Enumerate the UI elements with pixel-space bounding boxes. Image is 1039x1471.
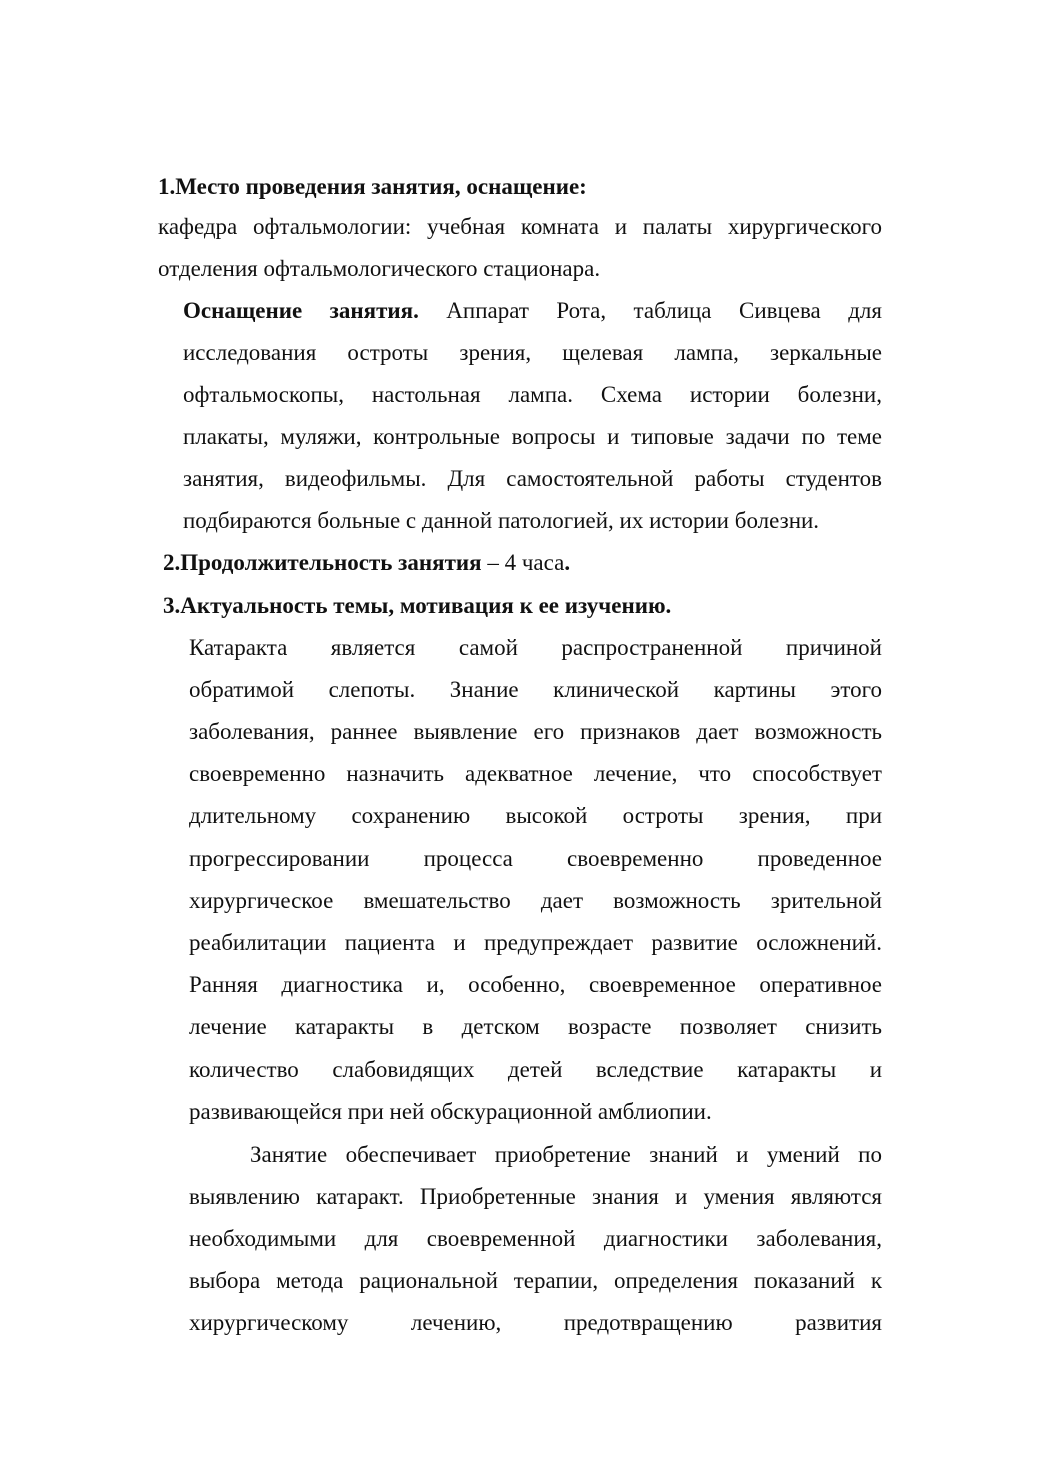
duration-period: . — [564, 550, 571, 575]
section-2-heading: 2.Продолжительность занятия — [163, 550, 482, 575]
relevance-line-3: заболевания, раннее выявление его признаков дает возможность — [189, 719, 882, 744]
relevance-line-1: Катаракта является самой распространенной причиной — [189, 635, 882, 660]
lesson-line-2: выявлению катаракт. Приобретенные знания и умения являются — [189, 1184, 882, 1209]
relevance-line-10: лечение катаракты в детском возрасте позволяет снизить — [189, 1014, 882, 1039]
equipment-line-1 — [183, 296, 882, 326]
lesson-line-1: Занятие обеспечивает приобретение знаний и умений по — [250, 1142, 882, 1167]
relevance-line-11: количество слабовидящих детей вследствие катаракты и — [189, 1057, 882, 1082]
relevance-line-2: обратимой слепоты. Знание клинической картины этого — [189, 677, 882, 702]
section-3-heading: 3.Актуальность темы, мотивация к ее изучению. — [163, 593, 672, 618]
section-2-heading-line — [163, 548, 570, 578]
equipment-line-6: подбираются больные с данной патологией, их истории болезни. — [183, 508, 820, 533]
relevance-line-4: своевременно назначить адекватное лечение, что способствует — [189, 761, 882, 786]
relevance-line-9: Ранняя диагностика и, особенно, своевременное оперативное — [189, 972, 882, 997]
equipment-line-2: исследования остроты зрения, щелевая лампа, зеркальные — [183, 340, 882, 365]
relevance-line-8: реабилитации пациента и предупреждает развитие осложнений. — [189, 930, 882, 955]
place-line-1: кафедра офтальмологии: учебная комната и палаты хирургического — [158, 214, 882, 239]
lesson-line-4: выбора метода рациональной терапии, определения показаний к — [189, 1268, 882, 1293]
equipment-line-4: плакаты, муляжи, контрольные вопросы и типовые задачи по теме — [183, 424, 882, 449]
relevance-line-6: прогрессировании процесса своевременно проведенное — [189, 846, 882, 871]
place-line-2: отделения офтальмологического стационара. — [158, 256, 601, 281]
equipment-label: Оснащение занятия. — [183, 298, 419, 323]
equipment-line-5: занятия, видеофильмы. Для самостоятельной работы студентов — [183, 466, 882, 491]
equipment-first-rest: Аппарат Рота, таблица Сивцева для — [418, 298, 882, 323]
section-1-heading: 1.Место проведения занятия, оснащение: — [158, 174, 587, 199]
lesson-line-3: необходимыми для своевременной диагностики заболевания, — [189, 1226, 882, 1251]
relevance-line-7: хирургическое вмешательство дает возможность зрительной — [189, 888, 882, 913]
lesson-line-5: хирургическому лечению, предотвращению развития — [189, 1310, 882, 1335]
duration-value: – 4 часа — [481, 550, 565, 575]
equipment-line-3: офтальмоскопы, настольная лампа. Схема истории болезни, — [183, 382, 882, 407]
relevance-line-5: длительному сохранению высокой остроты зрения, при — [189, 803, 882, 828]
relevance-line-12: развивающейся при ней обскурационной амблиопии. — [189, 1099, 712, 1124]
